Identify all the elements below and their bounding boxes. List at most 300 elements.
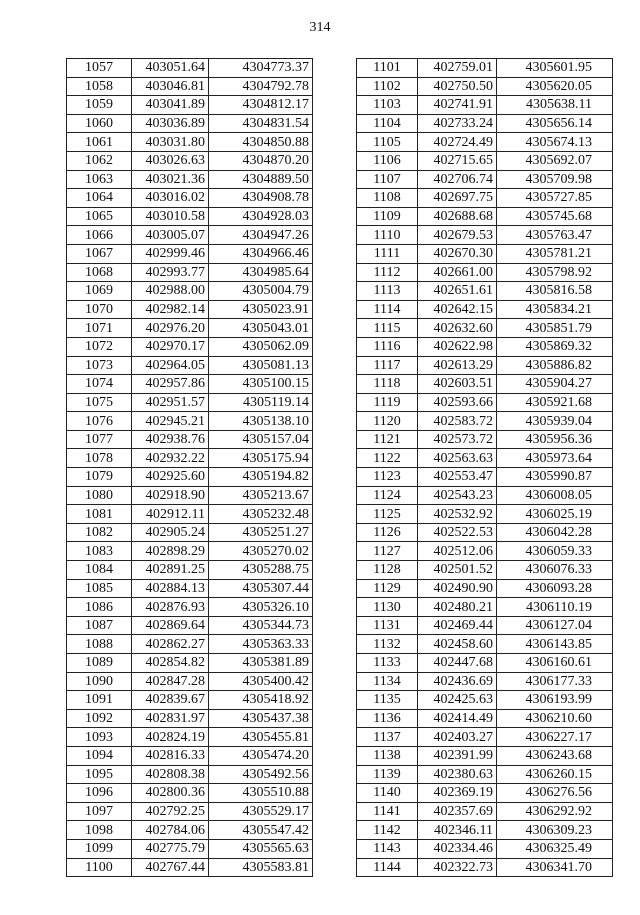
- y-coordinate-cell: 4305492.56: [209, 765, 313, 784]
- point-number-cell: 1118: [357, 375, 418, 394]
- x-coordinate-cell: 403016.02: [132, 189, 209, 208]
- y-coordinate-cell: 4304870.20: [209, 151, 313, 170]
- table-row: [67, 356, 313, 375]
- table-row: [67, 375, 313, 394]
- point-number-cell: 1144: [357, 858, 418, 877]
- table-row: [357, 523, 613, 542]
- y-coordinate-cell: 4305990.87: [497, 468, 613, 487]
- table-row: [357, 784, 613, 803]
- table-row: [67, 542, 313, 561]
- x-coordinate-cell: 402469.44: [418, 616, 497, 635]
- table-row: [357, 226, 613, 245]
- y-coordinate-cell: 4306210.60: [497, 709, 613, 728]
- y-coordinate-cell: 4306309.23: [497, 821, 613, 840]
- x-coordinate-cell: 402334.46: [418, 839, 497, 858]
- point-number-cell: 1078: [67, 449, 132, 468]
- x-coordinate-cell: 403051.64: [132, 59, 209, 78]
- coordinate-table-left-body: [67, 59, 313, 877]
- table-row: [67, 114, 313, 133]
- x-coordinate-cell: 402862.27: [132, 635, 209, 654]
- table-row: [67, 319, 313, 338]
- point-number-cell: 1099: [67, 839, 132, 858]
- table-row: [67, 468, 313, 487]
- point-number-cell: 1138: [357, 746, 418, 765]
- y-coordinate-cell: 4305194.82: [209, 468, 313, 487]
- point-number-cell: 1121: [357, 430, 418, 449]
- y-coordinate-cell: 4305251.27: [209, 523, 313, 542]
- y-coordinate-cell: 4305547.42: [209, 821, 313, 840]
- y-coordinate-cell: 4305213.67: [209, 486, 313, 505]
- point-number-cell: 1130: [357, 598, 418, 617]
- y-coordinate-cell: 4304985.64: [209, 263, 313, 282]
- x-coordinate-cell: 402706.74: [418, 170, 497, 189]
- x-coordinate-cell: 402490.90: [418, 579, 497, 598]
- table-row: [67, 654, 313, 673]
- y-coordinate-cell: 4306243.68: [497, 746, 613, 765]
- table-row: [67, 635, 313, 654]
- point-number-cell: 1127: [357, 542, 418, 561]
- y-coordinate-cell: 4305138.10: [209, 412, 313, 431]
- table-row: [67, 449, 313, 468]
- point-number-cell: 1117: [357, 356, 418, 375]
- y-coordinate-cell: 4306177.33: [497, 672, 613, 691]
- table-row: [357, 486, 613, 505]
- point-number-cell: 1058: [67, 77, 132, 96]
- point-number-cell: 1134: [357, 672, 418, 691]
- y-coordinate-cell: 4306160.61: [497, 654, 613, 673]
- y-coordinate-cell: 4305565.63: [209, 839, 313, 858]
- y-coordinate-cell: 4305904.27: [497, 375, 613, 394]
- table-row: [67, 486, 313, 505]
- point-number-cell: 1070: [67, 300, 132, 319]
- x-coordinate-cell: 402322.73: [418, 858, 497, 877]
- table-row: [357, 691, 613, 710]
- point-number-cell: 1094: [67, 746, 132, 765]
- point-number-cell: 1084: [67, 561, 132, 580]
- y-coordinate-cell: 4306193.99: [497, 691, 613, 710]
- point-number-cell: 1105: [357, 133, 418, 152]
- table-row: [67, 207, 313, 226]
- point-number-cell: 1095: [67, 765, 132, 784]
- table-row: [67, 151, 313, 170]
- y-coordinate-cell: 4305939.04: [497, 412, 613, 431]
- point-number-cell: 1083: [67, 542, 132, 561]
- point-number-cell: 1062: [67, 151, 132, 170]
- point-number-cell: 1061: [67, 133, 132, 152]
- y-coordinate-cell: 4305529.17: [209, 802, 313, 821]
- table-row: [357, 858, 613, 877]
- x-coordinate-cell: 403010.58: [132, 207, 209, 226]
- x-coordinate-cell: 402839.67: [132, 691, 209, 710]
- x-coordinate-cell: 402741.91: [418, 96, 497, 115]
- table-row: [357, 244, 613, 263]
- x-coordinate-cell: 402501.52: [418, 561, 497, 580]
- x-coordinate-cell: 402925.60: [132, 468, 209, 487]
- x-coordinate-cell: 402792.25: [132, 802, 209, 821]
- y-coordinate-cell: 4306076.33: [497, 561, 613, 580]
- table-row: [357, 765, 613, 784]
- y-coordinate-cell: 4305709.98: [497, 170, 613, 189]
- x-coordinate-cell: 403041.89: [132, 96, 209, 115]
- table-row: [357, 151, 613, 170]
- x-coordinate-cell: 402642.15: [418, 300, 497, 319]
- point-number-cell: 1080: [67, 486, 132, 505]
- y-coordinate-cell: 4305601.95: [497, 59, 613, 78]
- point-number-cell: 1137: [357, 728, 418, 747]
- table-row: [67, 244, 313, 263]
- point-number-cell: 1122: [357, 449, 418, 468]
- table-row: [67, 709, 313, 728]
- y-coordinate-cell: 4305381.89: [209, 654, 313, 673]
- y-coordinate-cell: 4305638.11: [497, 96, 613, 115]
- y-coordinate-cell: 4305326.10: [209, 598, 313, 617]
- table-row: [357, 616, 613, 635]
- point-number-cell: 1091: [67, 691, 132, 710]
- point-number-cell: 1116: [357, 337, 418, 356]
- x-coordinate-cell: 402750.50: [418, 77, 497, 96]
- table-row: [357, 839, 613, 858]
- x-coordinate-cell: 402831.97: [132, 709, 209, 728]
- y-coordinate-cell: 4305781.21: [497, 244, 613, 263]
- table-row: [357, 114, 613, 133]
- table-row: [357, 449, 613, 468]
- table-row: [357, 561, 613, 580]
- x-coordinate-cell: 402816.33: [132, 746, 209, 765]
- point-number-cell: 1092: [67, 709, 132, 728]
- table-row: [67, 337, 313, 356]
- y-coordinate-cell: 4306008.05: [497, 486, 613, 505]
- x-coordinate-cell: 402775.79: [132, 839, 209, 858]
- x-coordinate-cell: 402403.27: [418, 728, 497, 747]
- y-coordinate-cell: 4305270.02: [209, 542, 313, 561]
- coordinate-table-right: [356, 58, 613, 877]
- point-number-cell: 1101: [357, 59, 418, 78]
- x-coordinate-cell: 402784.06: [132, 821, 209, 840]
- y-coordinate-cell: 4305400.42: [209, 672, 313, 691]
- table-row: [67, 77, 313, 96]
- table-row: [67, 579, 313, 598]
- point-number-cell: 1081: [67, 505, 132, 524]
- point-number-cell: 1093: [67, 728, 132, 747]
- y-coordinate-cell: 4306325.49: [497, 839, 613, 858]
- point-number-cell: 1135: [357, 691, 418, 710]
- x-coordinate-cell: 402891.25: [132, 561, 209, 580]
- x-coordinate-cell: 402357.69: [418, 802, 497, 821]
- x-coordinate-cell: 403021.36: [132, 170, 209, 189]
- point-number-cell: 1108: [357, 189, 418, 208]
- x-coordinate-cell: 402884.13: [132, 579, 209, 598]
- y-coordinate-cell: 4305062.09: [209, 337, 313, 356]
- y-coordinate-cell: 4305745.68: [497, 207, 613, 226]
- x-coordinate-cell: 402999.46: [132, 244, 209, 263]
- x-coordinate-cell: 402918.90: [132, 486, 209, 505]
- x-coordinate-cell: 402957.86: [132, 375, 209, 394]
- y-coordinate-cell: 4305157.04: [209, 430, 313, 449]
- y-coordinate-cell: 4305886.82: [497, 356, 613, 375]
- x-coordinate-cell: 402767.44: [132, 858, 209, 877]
- y-coordinate-cell: 4304947.26: [209, 226, 313, 245]
- table-row: [67, 263, 313, 282]
- point-number-cell: 1075: [67, 393, 132, 412]
- x-coordinate-cell: 402688.68: [418, 207, 497, 226]
- table-row: [357, 356, 613, 375]
- x-coordinate-cell: 402613.29: [418, 356, 497, 375]
- point-number-cell: 1124: [357, 486, 418, 505]
- y-coordinate-cell: 4305763.47: [497, 226, 613, 245]
- point-number-cell: 1059: [67, 96, 132, 115]
- x-coordinate-cell: 402414.49: [418, 709, 497, 728]
- table-row: [67, 672, 313, 691]
- point-number-cell: 1112: [357, 263, 418, 282]
- table-row: [67, 96, 313, 115]
- x-coordinate-cell: 402800.36: [132, 784, 209, 803]
- x-coordinate-cell: 402661.00: [418, 263, 497, 282]
- y-coordinate-cell: 4305023.91: [209, 300, 313, 319]
- x-coordinate-cell: 402603.51: [418, 375, 497, 394]
- point-number-cell: 1107: [357, 170, 418, 189]
- x-coordinate-cell: 402380.63: [418, 765, 497, 784]
- point-number-cell: 1071: [67, 319, 132, 338]
- y-coordinate-cell: 4306059.33: [497, 542, 613, 561]
- point-number-cell: 1077: [67, 430, 132, 449]
- table-row: [67, 746, 313, 765]
- table-row: [67, 839, 313, 858]
- table-row: [357, 337, 613, 356]
- x-coordinate-cell: 402905.24: [132, 523, 209, 542]
- x-coordinate-cell: 402512.06: [418, 542, 497, 561]
- y-coordinate-cell: 4305816.58: [497, 282, 613, 301]
- y-coordinate-cell: 4306093.28: [497, 579, 613, 598]
- point-number-cell: 1129: [357, 579, 418, 598]
- table-row: [357, 96, 613, 115]
- x-coordinate-cell: 402563.63: [418, 449, 497, 468]
- point-number-cell: 1140: [357, 784, 418, 803]
- point-number-cell: 1057: [67, 59, 132, 78]
- table-row: [67, 523, 313, 542]
- point-number-cell: 1088: [67, 635, 132, 654]
- table-row: [357, 319, 613, 338]
- y-coordinate-cell: 4306260.15: [497, 765, 613, 784]
- x-coordinate-cell: 403036.89: [132, 114, 209, 133]
- table-row: [357, 821, 613, 840]
- x-coordinate-cell: 402964.05: [132, 356, 209, 375]
- y-coordinate-cell: 4305620.05: [497, 77, 613, 96]
- point-number-cell: 1104: [357, 114, 418, 133]
- table-row: [357, 468, 613, 487]
- x-coordinate-cell: 402651.61: [418, 282, 497, 301]
- x-coordinate-cell: 402938.76: [132, 430, 209, 449]
- table-row: [357, 189, 613, 208]
- x-coordinate-cell: 402970.17: [132, 337, 209, 356]
- point-number-cell: 1082: [67, 523, 132, 542]
- y-coordinate-cell: 4304908.78: [209, 189, 313, 208]
- point-number-cell: 1086: [67, 598, 132, 617]
- table-row: [67, 282, 313, 301]
- point-number-cell: 1106: [357, 151, 418, 170]
- y-coordinate-cell: 4305004.79: [209, 282, 313, 301]
- point-number-cell: 1090: [67, 672, 132, 691]
- table-row: [67, 59, 313, 78]
- point-number-cell: 1085: [67, 579, 132, 598]
- point-number-cell: 1096: [67, 784, 132, 803]
- table-row: [357, 635, 613, 654]
- y-coordinate-cell: 4305921.68: [497, 393, 613, 412]
- x-coordinate-cell: 402425.63: [418, 691, 497, 710]
- table-row: [67, 226, 313, 245]
- table-row: [67, 300, 313, 319]
- x-coordinate-cell: 402622.98: [418, 337, 497, 356]
- x-coordinate-cell: 402522.53: [418, 523, 497, 542]
- x-coordinate-cell: 402573.72: [418, 430, 497, 449]
- point-number-cell: 1100: [67, 858, 132, 877]
- table-row: [67, 616, 313, 635]
- y-coordinate-cell: 4304831.54: [209, 114, 313, 133]
- x-coordinate-cell: 403026.63: [132, 151, 209, 170]
- y-coordinate-cell: 4304889.50: [209, 170, 313, 189]
- table-row: [67, 728, 313, 747]
- point-number-cell: 1114: [357, 300, 418, 319]
- point-number-cell: 1069: [67, 282, 132, 301]
- y-coordinate-cell: 4305344.73: [209, 616, 313, 635]
- point-number-cell: 1133: [357, 654, 418, 673]
- point-number-cell: 1115: [357, 319, 418, 338]
- y-coordinate-cell: 4305363.33: [209, 635, 313, 654]
- point-number-cell: 1073: [67, 356, 132, 375]
- point-number-cell: 1125: [357, 505, 418, 524]
- table-row: [67, 765, 313, 784]
- x-coordinate-cell: 402532.92: [418, 505, 497, 524]
- x-coordinate-cell: 402808.38: [132, 765, 209, 784]
- y-coordinate-cell: 4305583.81: [209, 858, 313, 877]
- point-number-cell: 1136: [357, 709, 418, 728]
- point-number-cell: 1079: [67, 468, 132, 487]
- x-coordinate-cell: 402847.28: [132, 672, 209, 691]
- y-coordinate-cell: 4304773.37: [209, 59, 313, 78]
- point-number-cell: 1103: [357, 96, 418, 115]
- point-number-cell: 1113: [357, 282, 418, 301]
- y-coordinate-cell: 4304928.03: [209, 207, 313, 226]
- point-number-cell: 1126: [357, 523, 418, 542]
- y-coordinate-cell: 4305119.14: [209, 393, 313, 412]
- table-row: [67, 412, 313, 431]
- point-number-cell: 1064: [67, 189, 132, 208]
- y-coordinate-cell: 4305656.14: [497, 114, 613, 133]
- point-number-cell: 1066: [67, 226, 132, 245]
- table-row: [357, 746, 613, 765]
- point-number-cell: 1141: [357, 802, 418, 821]
- y-coordinate-cell: 4305674.13: [497, 133, 613, 152]
- coordinate-table-left: [66, 58, 313, 877]
- x-coordinate-cell: 402697.75: [418, 189, 497, 208]
- table-row: [357, 802, 613, 821]
- table-row: [67, 691, 313, 710]
- point-number-cell: 1068: [67, 263, 132, 282]
- x-coordinate-cell: 402679.53: [418, 226, 497, 245]
- x-coordinate-cell: 402898.29: [132, 542, 209, 561]
- x-coordinate-cell: 402854.82: [132, 654, 209, 673]
- y-coordinate-cell: 4306042.28: [497, 523, 613, 542]
- point-number-cell: 1139: [357, 765, 418, 784]
- x-coordinate-cell: 402733.24: [418, 114, 497, 133]
- y-coordinate-cell: 4305418.92: [209, 691, 313, 710]
- table-row: [357, 709, 613, 728]
- table-row: [357, 672, 613, 691]
- x-coordinate-cell: 402543.23: [418, 486, 497, 505]
- x-coordinate-cell: 403005.07: [132, 226, 209, 245]
- x-coordinate-cell: 403046.81: [132, 77, 209, 96]
- x-coordinate-cell: 402715.65: [418, 151, 497, 170]
- page-number: 314: [309, 20, 331, 35]
- y-coordinate-cell: 4306276.56: [497, 784, 613, 803]
- table-row: [67, 802, 313, 821]
- table-row: [357, 59, 613, 78]
- y-coordinate-cell: 4305692.07: [497, 151, 613, 170]
- table-row: [67, 133, 313, 152]
- table-row: [357, 300, 613, 319]
- x-coordinate-cell: 402945.21: [132, 412, 209, 431]
- y-coordinate-cell: 4305437.38: [209, 709, 313, 728]
- x-coordinate-cell: 402369.19: [418, 784, 497, 803]
- y-coordinate-cell: 4305043.01: [209, 319, 313, 338]
- y-coordinate-cell: 4305798.92: [497, 263, 613, 282]
- point-number-cell: 1109: [357, 207, 418, 226]
- y-coordinate-cell: 4305100.15: [209, 375, 313, 394]
- x-coordinate-cell: 402480.21: [418, 598, 497, 617]
- x-coordinate-cell: 402391.99: [418, 746, 497, 765]
- point-number-cell: 1067: [67, 244, 132, 263]
- x-coordinate-cell: 402670.30: [418, 244, 497, 263]
- table-row: [357, 207, 613, 226]
- point-number-cell: 1063: [67, 170, 132, 189]
- y-coordinate-cell: 4306143.85: [497, 635, 613, 654]
- y-coordinate-cell: 4306341.70: [497, 858, 613, 877]
- table-row: [357, 282, 613, 301]
- y-coordinate-cell: 4305510.88: [209, 784, 313, 803]
- y-coordinate-cell: 4304966.46: [209, 244, 313, 263]
- x-coordinate-cell: 402593.66: [418, 393, 497, 412]
- point-number-cell: 1097: [67, 802, 132, 821]
- x-coordinate-cell: 402976.20: [132, 319, 209, 338]
- x-coordinate-cell: 402951.57: [132, 393, 209, 412]
- x-coordinate-cell: 402912.11: [132, 505, 209, 524]
- table-row: [67, 430, 313, 449]
- table-row: [67, 598, 313, 617]
- x-coordinate-cell: 402436.69: [418, 672, 497, 691]
- y-coordinate-cell: 4305232.48: [209, 505, 313, 524]
- x-coordinate-cell: 402988.00: [132, 282, 209, 301]
- table-row: [357, 133, 613, 152]
- table-row: [357, 598, 613, 617]
- table-row: [357, 542, 613, 561]
- y-coordinate-cell: 4305851.79: [497, 319, 613, 338]
- table-row: [357, 430, 613, 449]
- point-number-cell: 1111: [357, 244, 418, 263]
- x-coordinate-cell: 402993.77: [132, 263, 209, 282]
- point-number-cell: 1143: [357, 839, 418, 858]
- table-row: [357, 579, 613, 598]
- y-coordinate-cell: 4305834.21: [497, 300, 613, 319]
- x-coordinate-cell: 402932.22: [132, 449, 209, 468]
- point-number-cell: 1123: [357, 468, 418, 487]
- x-coordinate-cell: 402447.68: [418, 654, 497, 673]
- point-number-cell: 1120: [357, 412, 418, 431]
- x-coordinate-cell: 402724.49: [418, 133, 497, 152]
- table-row: [67, 561, 313, 580]
- table-row: [357, 728, 613, 747]
- x-coordinate-cell: 403031.80: [132, 133, 209, 152]
- x-coordinate-cell: 402876.93: [132, 598, 209, 617]
- y-coordinate-cell: 4304812.17: [209, 96, 313, 115]
